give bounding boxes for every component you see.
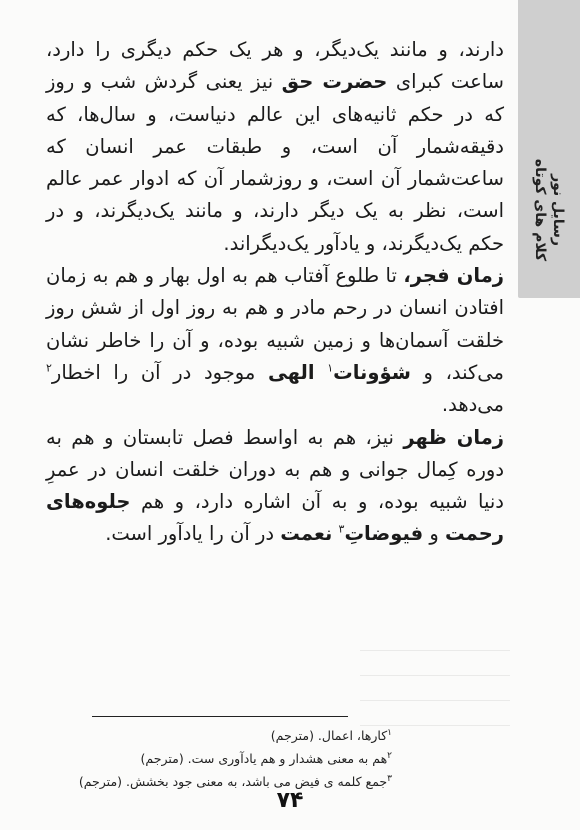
p2-text-2 [315,361,328,384]
footnote-3-number: ۳ [387,773,392,784]
footnotes [72,724,392,793]
p3-bold-2: جلوه‌های رحمت [46,490,504,546]
footnote-1-text: کارها، اعمال. (مترجم) [270,728,388,743]
p1-bold-1: حضرت حق [281,70,388,94]
p2-text-1: تا طلوع آفتاب هم به اول بهار و هم به زمان افتادن انسان در رحم مادر و هم به روز اول از شش روز خلقت آسمان‌ها و زمین شبیه بوده، و آن را خاطر نشان می‌کند، و [46,264,504,384]
footnote-1-number: ۱ [387,727,392,738]
p3-text-4: در آن را یادآور است. [105,522,281,546]
p2-text-4: می‌دهد. [441,393,504,417]
footnote-2 [72,747,392,770]
p3-text-1: نیز، هم به اواسط فصل تابستان و هم به دوره کِمال جوانی و هم به دوران خلقت انسان در عمرِ دنیا شبیه بوده، و به آن اشاره دارد، و هم [46,425,504,514]
p3-bold-3: فیوضاتِ [344,522,424,546]
page-number: ۷۴ [276,788,304,813]
p2-text-3: موجود در آن را اخطار [51,360,268,384]
footnote-divider [92,716,348,717]
chapter-tab-line-2: کلام های کوتاه [532,158,548,262]
paragraph-2 [46,260,504,421]
footnote-2-text: هم به معنی هشدار و هم یادآوری ست. (مترجم) [140,751,388,766]
footnote-ref-1: ۱ [327,361,334,375]
footnote-2-number: ۲ [387,750,392,761]
footnote-ref-2: ۲ [46,361,52,375]
chapter-side-tab [518,0,580,298]
main-text [46,34,504,551]
footnote-1 [72,724,392,747]
p2-bold-3: الهی [267,360,315,384]
footnote-ref-3: ۳ [338,522,345,536]
chapter-tab-label [531,159,567,261]
footnote-3-text: جمع کلمه ی فیض می باشد، به معنی جود بخشش. (مترجم) [78,774,388,789]
p1-text-2: نیز یعنی گردش شب و روز که در حکم ثانیه‌های این عالم دنیاست، و سال‌ها، که دقیقه‌شمار آن است، و طبقات عمر انسان که ساعت‌شمار آن است، و روزشمار آن که ادوار عمر عالم است، نظر به یک دیگر دارند، و مانند یک‌دیگرند، و در حکم یک‌دیگرند، و یادآور یک‌دیگراند. [46,70,504,255]
p1-text-1: دارند، و مانند یک‌دیگر، و هر یک حکم دیگری را دارد، ساعت کبرای [46,38,504,94]
p2-bold-2: شؤونات [333,360,411,384]
chapter-tab-line-1: رسایل نور [550,174,566,246]
p3-text-2: و [423,522,445,546]
p3-bold-1: زمان ظهر [403,425,504,449]
p3-bold-4: نعمت [280,522,333,546]
paragraph-3 [46,422,504,551]
paragraph-1 [46,34,504,260]
p2-bold-1: زمان فجر، [403,264,504,288]
